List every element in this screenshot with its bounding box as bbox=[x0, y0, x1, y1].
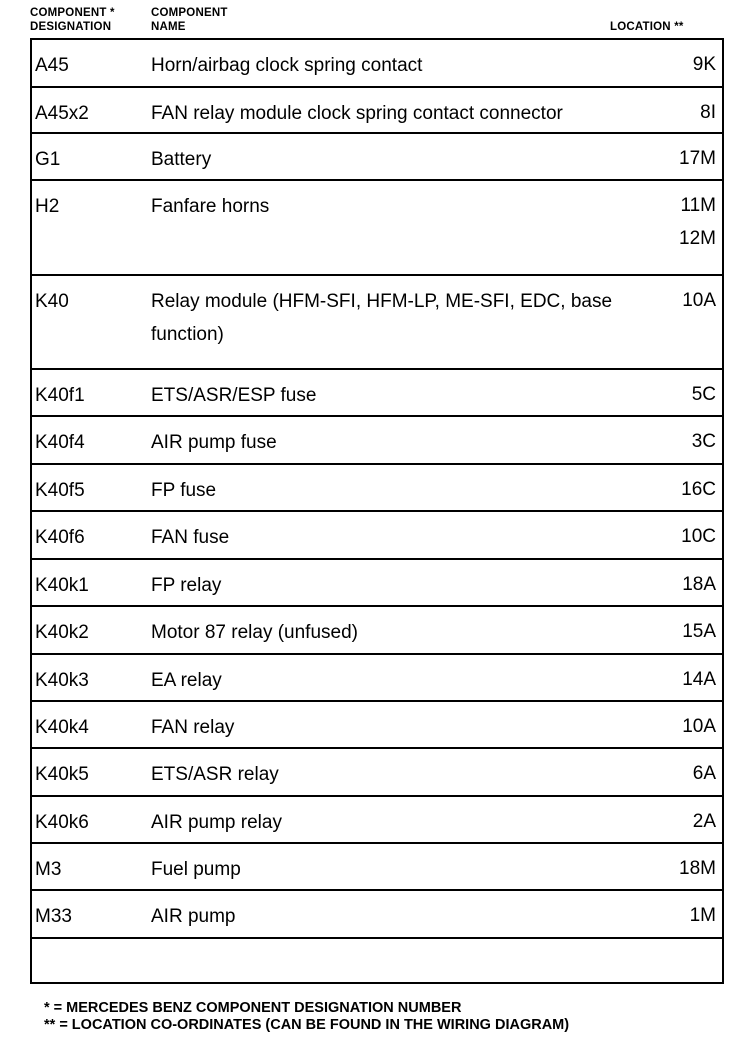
component-designation: K40k2 bbox=[35, 622, 89, 643]
component-designation: K40k6 bbox=[35, 812, 89, 833]
table-row bbox=[32, 276, 722, 370]
component-location: 9K bbox=[692, 54, 716, 75]
table-row bbox=[32, 560, 722, 607]
component-designation: K40f4 bbox=[35, 432, 85, 453]
component-designation: H2 bbox=[35, 196, 60, 217]
component-designation: G1 bbox=[35, 149, 61, 170]
name-column-header bbox=[151, 6, 291, 34]
designation-column-header bbox=[30, 6, 150, 34]
component-location: 2A bbox=[692, 811, 716, 832]
component-designation: A45x2 bbox=[35, 103, 89, 124]
component-location: 1M bbox=[689, 905, 716, 926]
table-row bbox=[32, 749, 722, 797]
component-designation: M33 bbox=[35, 906, 72, 927]
component-designation: K40 bbox=[35, 291, 69, 312]
component-location: 16C bbox=[681, 479, 716, 500]
name-header-line2: NAME bbox=[151, 21, 186, 33]
table-row bbox=[32, 702, 722, 749]
designation-header-line2: DESIGNATION bbox=[30, 21, 112, 33]
table-row bbox=[32, 939, 722, 982]
component-location: 14A bbox=[682, 669, 716, 690]
component-name: AIR pump relay bbox=[151, 812, 282, 833]
component-location: 3C bbox=[691, 431, 716, 452]
component-name: FAN fuse bbox=[151, 527, 230, 548]
table-row bbox=[32, 655, 722, 702]
table-row bbox=[32, 465, 722, 512]
component-location: 18A bbox=[682, 574, 716, 595]
table-row bbox=[32, 370, 722, 417]
component-location: 18M bbox=[679, 858, 716, 879]
component-name: Horn/airbag clock spring contact bbox=[151, 55, 423, 76]
component-table bbox=[30, 38, 724, 984]
component-designation: K40k5 bbox=[35, 764, 89, 785]
component-designation: K40f1 bbox=[35, 385, 85, 406]
table-row bbox=[32, 40, 722, 88]
footnote-location: ** = LOCATION CO-ORDINATES (CAN BE FOUND IN THE WIRING DIAGRAM) bbox=[44, 1017, 570, 1033]
component-name: Fanfare horns bbox=[151, 196, 270, 217]
component-location: 15A bbox=[682, 621, 716, 642]
table-row bbox=[32, 607, 722, 655]
component-name: FAN relay bbox=[151, 717, 235, 738]
component-name: AIR pump bbox=[151, 906, 236, 927]
table-row bbox=[32, 844, 722, 891]
component-name: Fuel pump bbox=[151, 859, 241, 880]
component-location: 10C bbox=[681, 526, 716, 547]
table-row bbox=[32, 181, 722, 276]
component-designation: A45 bbox=[35, 55, 69, 76]
table-row bbox=[32, 417, 722, 465]
designation-header-line1: COMPONENT * bbox=[30, 7, 115, 19]
component-designation: K40f6 bbox=[35, 527, 85, 548]
component-name: AIR pump fuse bbox=[151, 432, 277, 453]
component-name: Battery bbox=[151, 149, 212, 170]
location-column-header: LOCATION ** bbox=[610, 21, 684, 33]
component-name: EA relay bbox=[151, 670, 222, 691]
component-designation: K40k4 bbox=[35, 717, 89, 738]
component-location: 8I bbox=[700, 102, 716, 123]
component-name: Motor 87 relay (unfused) bbox=[151, 622, 358, 643]
component-name: Relay module (HFM-SFI, HFM-LP, ME-SFI, EDC, base function) bbox=[151, 291, 613, 345]
component-name: FP relay bbox=[151, 575, 222, 596]
component-location: 17M bbox=[679, 148, 716, 169]
table-row bbox=[32, 134, 722, 181]
component-name: FP fuse bbox=[151, 480, 217, 501]
table-row bbox=[32, 891, 722, 939]
component-name: ETS/ASR/ESP fuse bbox=[151, 385, 317, 406]
table-row bbox=[32, 88, 722, 134]
table-row bbox=[32, 797, 722, 844]
component-location: 10A bbox=[682, 716, 716, 737]
table-row bbox=[32, 512, 722, 560]
component-designation: K40f5 bbox=[35, 480, 85, 501]
component-name: ETS/ASR relay bbox=[151, 764, 279, 785]
name-header-line1: COMPONENT bbox=[151, 7, 228, 19]
footnote-designation: * = MERCEDES BENZ COMPONENT DESIGNATION NUMBER bbox=[44, 1000, 462, 1016]
component-name: FAN relay module clock spring contact connector bbox=[151, 103, 563, 124]
component-designation: M3 bbox=[35, 859, 62, 880]
component-designation: K40k1 bbox=[35, 575, 89, 596]
component-location: 5C bbox=[691, 384, 716, 405]
component-location: 6A bbox=[692, 763, 716, 784]
component-designation: K40k3 bbox=[35, 670, 89, 691]
component-location: 10A bbox=[682, 290, 716, 311]
component-location: 11M 12M bbox=[679, 195, 716, 249]
